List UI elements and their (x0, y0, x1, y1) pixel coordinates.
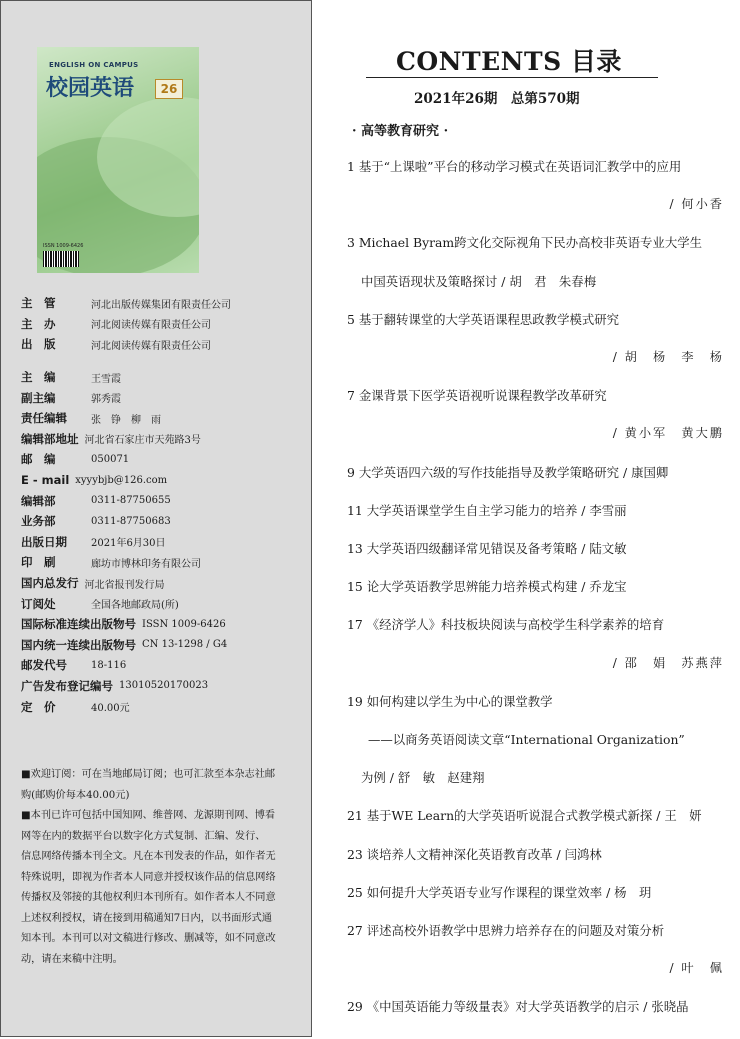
masthead-label: 出 版 (21, 337, 56, 352)
section-heading: · 高等教育研究 · (352, 124, 449, 139)
masthead-row (21, 408, 301, 429)
masthead-row (21, 511, 301, 532)
masthead-value: 廊坊市博林印务有限公司 (91, 558, 201, 570)
notes-line: 知本刊。本刊可以对文稿进行修改、删减等，如不同意改 (21, 933, 276, 944)
title-divider (366, 77, 658, 78)
toc-entry: 29 《中国英语能力等级量表》对大学英语教学的启示 / 张晓晶 (347, 999, 689, 1015)
spacer (21, 355, 301, 367)
toc-entry: 5 基于翻转课堂的大学英语课程思政教学模式研究 (347, 311, 620, 327)
masthead-label: 副主编 (21, 390, 56, 405)
masthead-label: 出版日期 (21, 534, 67, 549)
masthead-value: 河北出版传媒集团有限责任公司 (91, 299, 231, 311)
masthead-value: xyyybjb@126.com (75, 474, 168, 486)
notes-line: 传播权及邻接的其他权利归本刊所有。如作者本人不同意 (21, 892, 276, 903)
article-author: / 何小香 (669, 197, 724, 212)
masthead-value: 河北阅读传媒有限责任公司 (91, 320, 211, 332)
masthead-row (21, 573, 301, 594)
notes-line: 动，请在来稿中注明。 (21, 953, 123, 965)
masthead-value: 050071 (91, 453, 130, 465)
toc-entry: 25 如何提升大学英语专业写作课程的课堂效率 / 杨 玥 (347, 884, 652, 900)
masthead-row (21, 532, 301, 553)
masthead-row (21, 387, 301, 408)
cover-image (37, 47, 199, 273)
masthead-row (21, 429, 301, 450)
masthead-label: 订阅处 (21, 596, 56, 611)
masthead-row (21, 655, 301, 676)
masthead-value: 0311-87750683 (91, 515, 171, 527)
article-subtitle: ——以商务英语阅读文章“International Organization” (368, 732, 685, 747)
masthead-value: 王雪霞 (91, 373, 121, 385)
masthead-label: 国内统一连续出版物号 (21, 637, 136, 652)
masthead-row (21, 293, 301, 314)
notes-block (21, 765, 311, 970)
masthead-label: E - mail (21, 473, 70, 488)
toc-entry: 13 大学英语四级翻译常见错误及备考策略 / 陆文敏 (347, 541, 627, 556)
masthead-panel (0, 0, 312, 1037)
toc-entry: 17 《经济学人》科技板块阅读与高校学生科学素养的培育 (347, 617, 665, 633)
masthead-value: 郭秀霞 (91, 394, 121, 406)
masthead-row (21, 334, 301, 355)
toc-entry: 23 谈培养人文精神深化英语教育改革 / 闫鸿林 (347, 846, 602, 862)
cover-title-en: ENGLISH ON CAMPUS (49, 61, 139, 69)
notes-line: 网等在内的数据平台以数字化方式复制、汇编、发行、 (21, 830, 266, 842)
masthead-value: 18-116 (91, 659, 127, 671)
masthead-info (21, 293, 301, 717)
barcode-icon (43, 251, 79, 267)
notes-line: ■本刊已许可包括中国知网、维普网、龙源期刊网、博看 (21, 810, 276, 821)
cover-issn: ISSN 1009-6426 (43, 243, 84, 249)
masthead-label: 主 办 (21, 316, 56, 331)
masthead-row (21, 614, 301, 635)
masthead-row (21, 449, 301, 470)
article-author: / 邵 娟 苏燕萍 (612, 655, 724, 670)
masthead-value: 张 铮 柳 雨 (91, 414, 161, 426)
masthead-row (21, 367, 301, 388)
masthead-row (21, 676, 301, 697)
toc-entry: 19 如何构建以学生为中心的课堂教学 (347, 693, 553, 709)
masthead-row (21, 593, 301, 614)
masthead-label: 主 编 (21, 370, 56, 385)
toc-entry: 1 基于“上课啦”平台的移动学习模式在英语词汇教学中的应用 (347, 159, 682, 174)
masthead-label: 主 管 (21, 296, 56, 311)
masthead-label: 责任编辑 (21, 411, 67, 426)
issue-line: 2021年26期 总第570期 (414, 91, 580, 107)
masthead-label: 国内总发行 (21, 576, 79, 591)
masthead-value: CN 13-1298 / G4 (142, 639, 228, 651)
masthead-label: 广告发布登记编号 (21, 678, 113, 693)
article-author: / 胡 杨 李 杨 (612, 350, 724, 364)
notes-line: 信息网络传播本刊全文。凡在本刊发表的作品，如作者无 (21, 851, 276, 862)
cover-title-cn: 校园英语 (46, 76, 135, 101)
masthead-value: 河北阅读传媒有限责任公司 (91, 340, 211, 352)
masthead-label: 业务部 (21, 514, 56, 529)
toc-entry: 3 Michael Byram跨文化交际视角下民办高校非英语专业大学生 (347, 235, 702, 251)
masthead-row (21, 696, 301, 717)
masthead-row (21, 470, 301, 491)
cover-issue-badge: 26 (155, 79, 183, 99)
article-author: / 叶 佩 (669, 961, 724, 976)
toc-entry: 15 论大学英语教学思辨能力培养模式构建 / 乔龙宝 (347, 579, 627, 595)
masthead-label: 邮 编 (21, 452, 56, 467)
toc-entry: 7 金课背景下医学英语视听说课程教学改革研究 (347, 388, 607, 404)
notes-line: 特殊说明，即视为作者本人同意并授权该作品的信息网络 (21, 871, 276, 883)
page-title: CONTENTS 目录 (396, 47, 622, 76)
notes-line: 购(邮购价每本40.00元) (21, 789, 130, 801)
article-title-continued: 为例 / 舒 敏 赵建翔 (361, 770, 485, 786)
masthead-value: 河北省报刊发行局 (84, 579, 165, 591)
toc-entry: 27 评述高校外语教学中思辨力培养存在的问题及对策分析 (347, 923, 665, 938)
masthead-value: 河北省石家庄市天苑路3号 (84, 435, 201, 447)
article-author: / 黄小军 黄大鹏 (612, 426, 724, 441)
notes-line: ■欢迎订阅：可在当地邮局订阅；也可汇款至本杂志社邮 (21, 769, 276, 780)
notes-line: 上述权利授权，请在接到用稿通知7日内，以书面形式通 (21, 912, 272, 924)
toc-entry: 21 基于WE Learn的大学英语听说混合式教学模式新探 / 王 妍 (347, 808, 702, 824)
masthead-row (21, 490, 301, 511)
masthead-value: 40.00元 (91, 703, 130, 715)
masthead-row (21, 635, 301, 656)
article-title-continued: 中国英语现状及策略探讨 / 胡 君 朱春梅 (361, 273, 597, 289)
masthead-value: 13010520170023 (119, 680, 209, 692)
masthead-row (21, 552, 301, 573)
masthead-value: 0311-87750655 (91, 495, 171, 507)
masthead-label: 国际标准连续出版物号 (21, 617, 136, 632)
masthead-label: 邮发代号 (21, 658, 67, 673)
toc-entry: 11 大学英语课堂学生自主学习能力的培养 / 李雪丽 (347, 502, 627, 518)
masthead-row (21, 314, 301, 335)
masthead-value: 全国各地邮政局(所) (91, 600, 179, 612)
masthead-label: 编辑部 (21, 493, 56, 508)
masthead-label: 印 刷 (21, 555, 56, 570)
masthead-value: ISSN 1009-6426 (142, 618, 226, 630)
toc-entry: 9 大学英语四六级的写作技能指导及教学策略研究 / 康国卿 (347, 464, 669, 480)
masthead-label: 定 价 (21, 699, 56, 714)
masthead-label: 编辑部地址 (21, 431, 79, 446)
masthead-value: 2021年6月30日 (91, 538, 166, 550)
